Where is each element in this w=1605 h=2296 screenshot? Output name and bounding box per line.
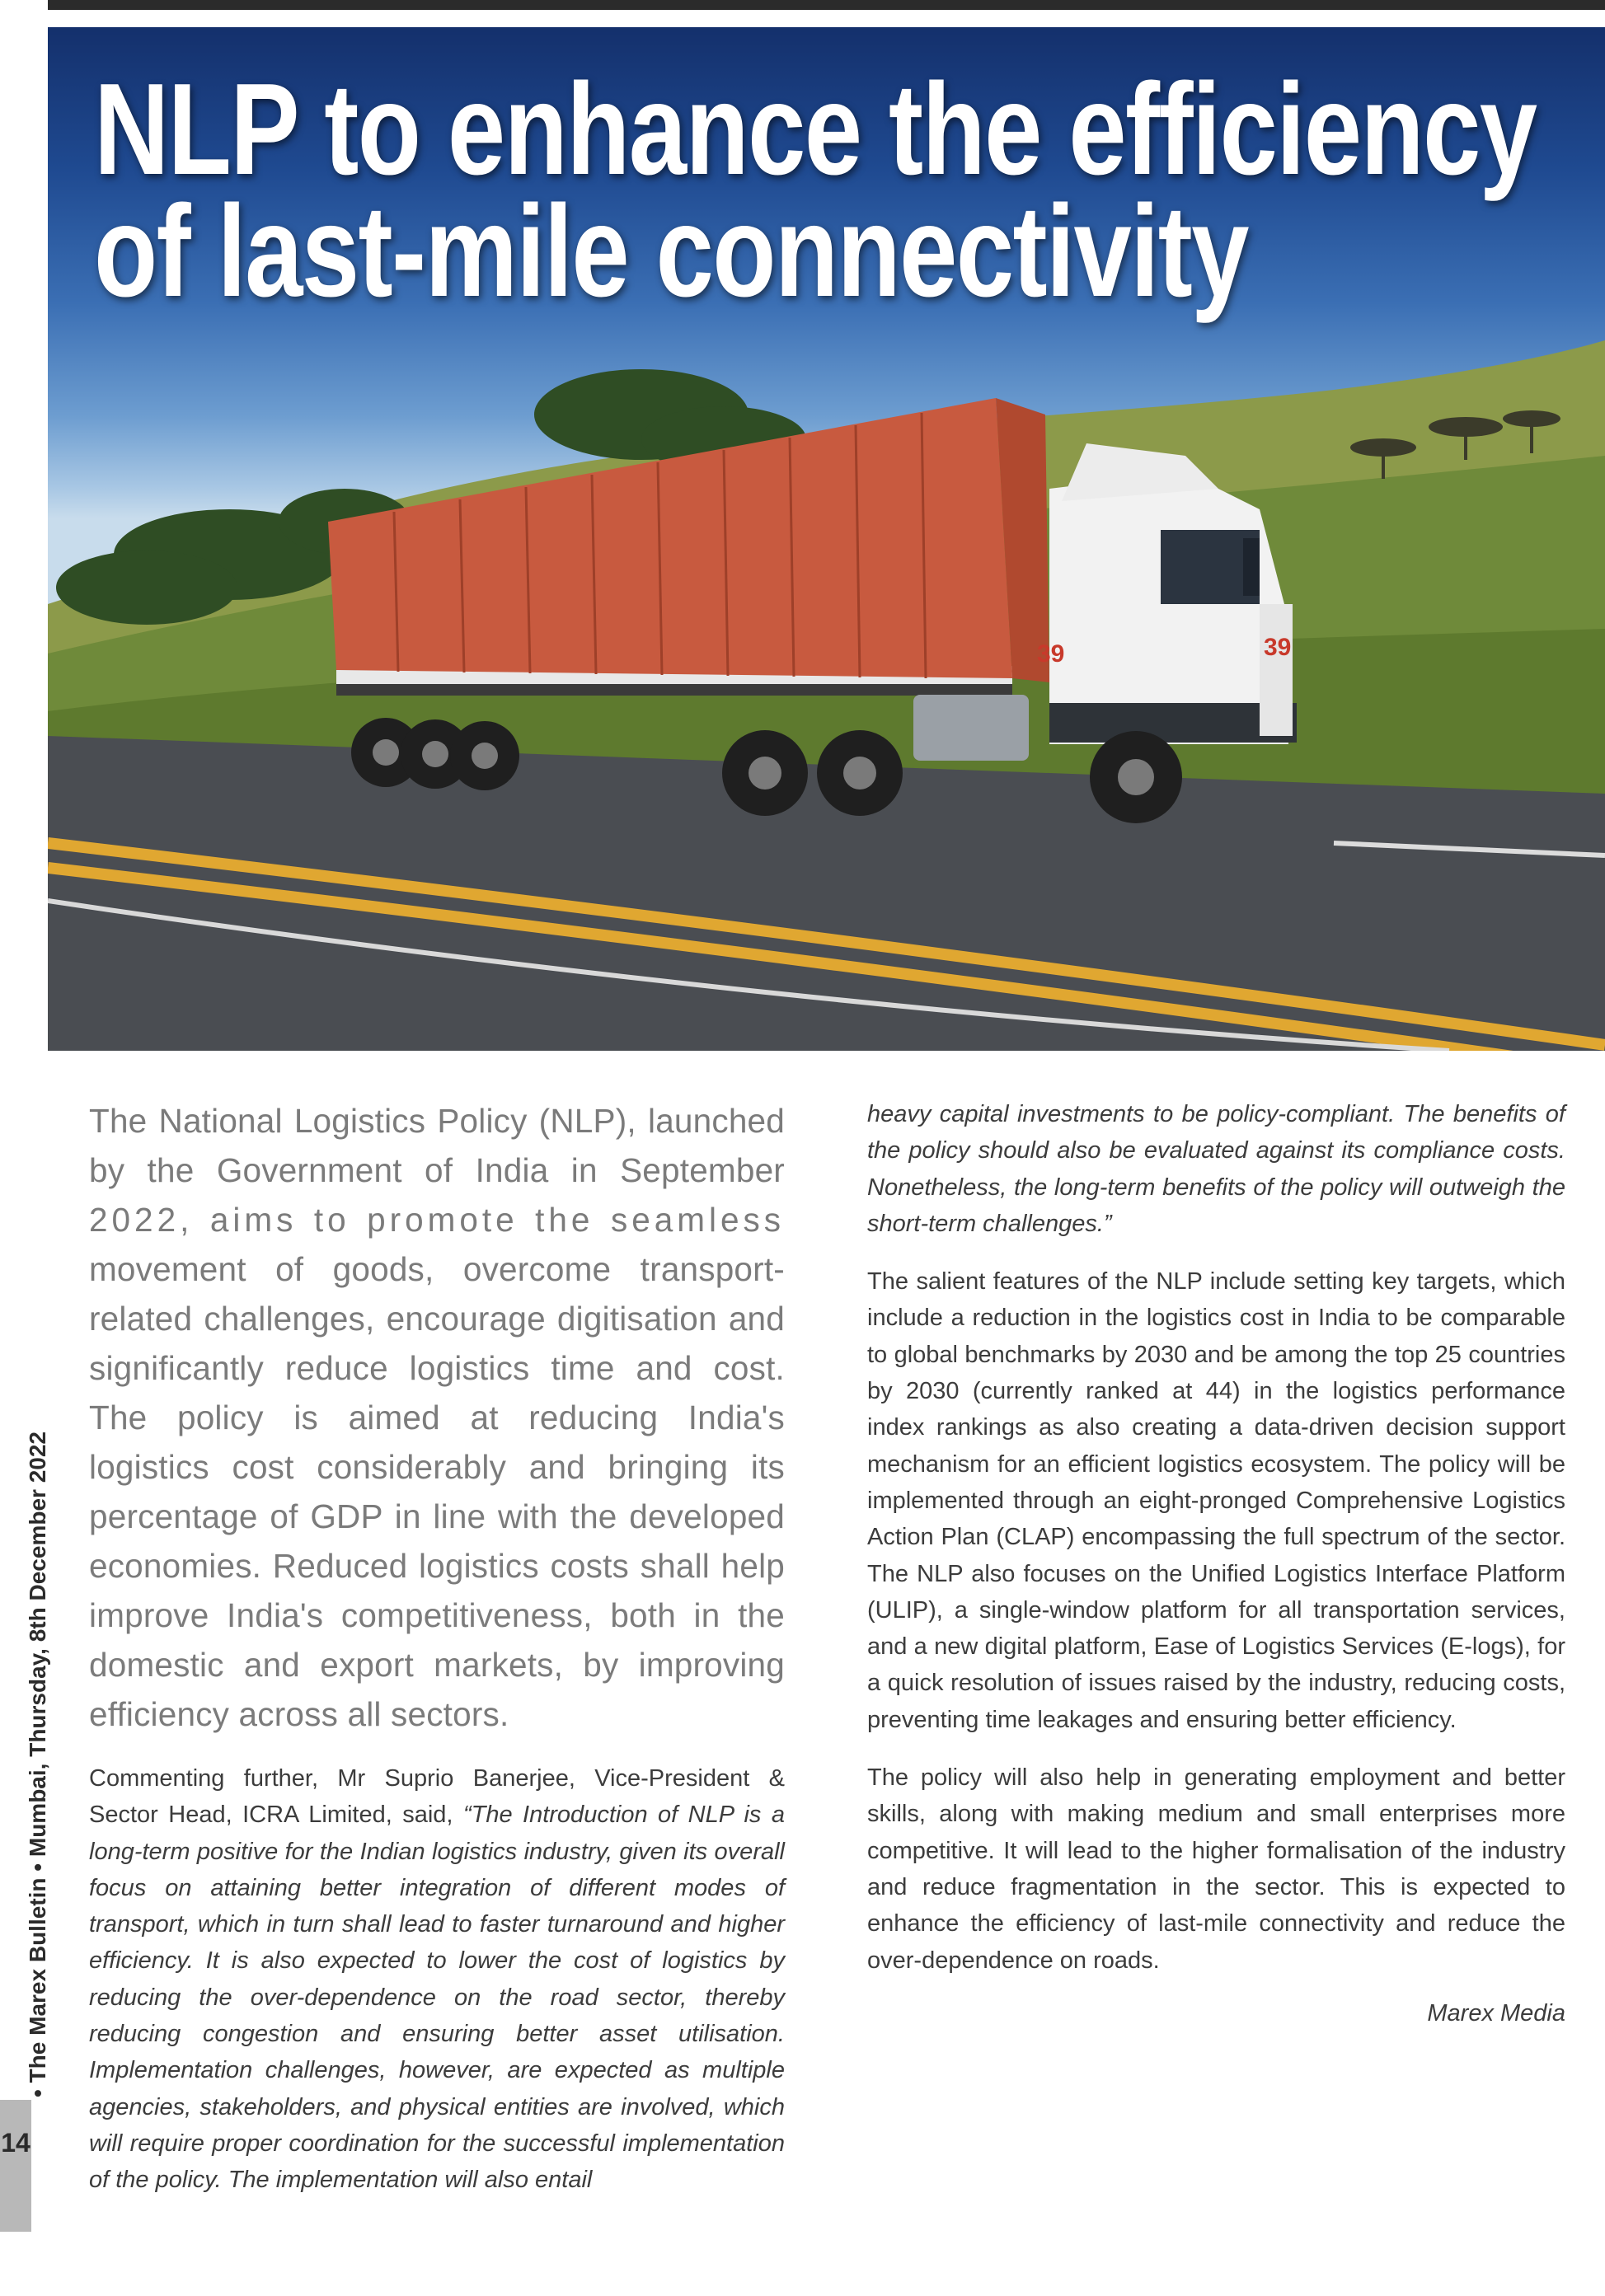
top-rule [48, 0, 1605, 10]
quote-text-part2: heavy capital investments to be policy-compliant. The benefits of the policy should also be evaluated against its compliance costs. Nonetheless, the long-term benefits of the policy will outweigh the short-term challenges.” [867, 1101, 1565, 1237]
headline-line-2: of last-mile connectivity [94, 179, 1248, 324]
hero-photo [48, 27, 1605, 1051]
lead-text-a: The National Logistics Policy (NLP), launched by the Government of India in September [89, 1102, 785, 1189]
lead-text-b: movement of goods, overcome transport-related challenges, encourage digitisation and significantly reduce logistics time and cost. The policy is aimed at reducing India's logistics cost considerably and bringing its percentage of GDP in line with the developed economies. Reduced logistics costs shall help improve India's competitiveness, both in the domestic and export markets, by improving efficiency across all sectors. [89, 1250, 785, 1733]
page-number: 14 [1, 2128, 31, 2158]
folio-line: • The Marex Bulletin • Mumbai, Thursday, 8th December 2022 [25, 1431, 50, 2097]
cab-front-number: 39 [1264, 634, 1292, 661]
lead-text-spaced: 2022, aims to promote the seamless [89, 1201, 785, 1239]
headline-line-1: NLP to enhance the efficiency [94, 57, 1537, 202]
features-paragraph: The salient features of the NLP include setting key targets, which include a reduction in the logistics cost in India to be comparable to global benchmarks by 2030 and be among the top 25 countries by 2030 (currently ranked at 44) in the logistics performance index rankings as also creating a data-driven decision support mechanism for an efficient logistics ecosystem. The policy will be implemented through an eight-pronged Comprehensive Logistics Action Plan (CLAP) encompassing the full spectrum of the sector. The NLP also focuses on the Unified Logistics Interface Platform (ULIP), a single-window platform for all transportation services, and a new digital platform, Ease of Logistics Services (E-logs), for a quick resolution of issues raised by the industry, reducing costs, preventing time leakages and ensuring better efficiency. [867, 1268, 1565, 1733]
quote-continuation [867, 1096, 1565, 1242]
employment-paragraph: The policy will also help in generating employment and better skills, along with making medium and small enterprises more competitive. It will lead to the higher formalisation of the industry and reduce fragmentation in the sector. This is expected to enhance the efficiency of last-mile connectivity and reduce the over-dependence on roads. [867, 1764, 1565, 1974]
lead-paragraph [89, 1096, 785, 1739]
article-column-left [89, 1096, 785, 2199]
cab-unit-number: 39 [1037, 640, 1065, 668]
page-tab [0, 2100, 31, 2232]
quote-paragraph [89, 1760, 785, 2199]
headline [94, 57, 1537, 324]
byline: Marex Media [1427, 1999, 1565, 2027]
article-column-right [867, 1096, 1565, 2027]
quote-text-part1: “The Introduction of NLP is a long-term positive for the Indian logistics industry, given its overall focus on attaining better integration of different modes of transport, which in turn shall lead to faster turnaround and higher efficiency. It is also expected to lower the cost of logistics by reducing the over-dependence on the road sector, thereby reducing congestion and ensuring better asset utilisation. Implementation challenges, however, are expected as multiple agencies, stakeholders, and physical entities are involved, which will require proper coordination for the successful implementation of the policy. The implementation will also entail [89, 1802, 785, 2194]
quote-intro: Commenting further, Mr Suprio Banerjee, Vice-President & Sector Head, ICRA Limited, said, [89, 1765, 785, 1829]
